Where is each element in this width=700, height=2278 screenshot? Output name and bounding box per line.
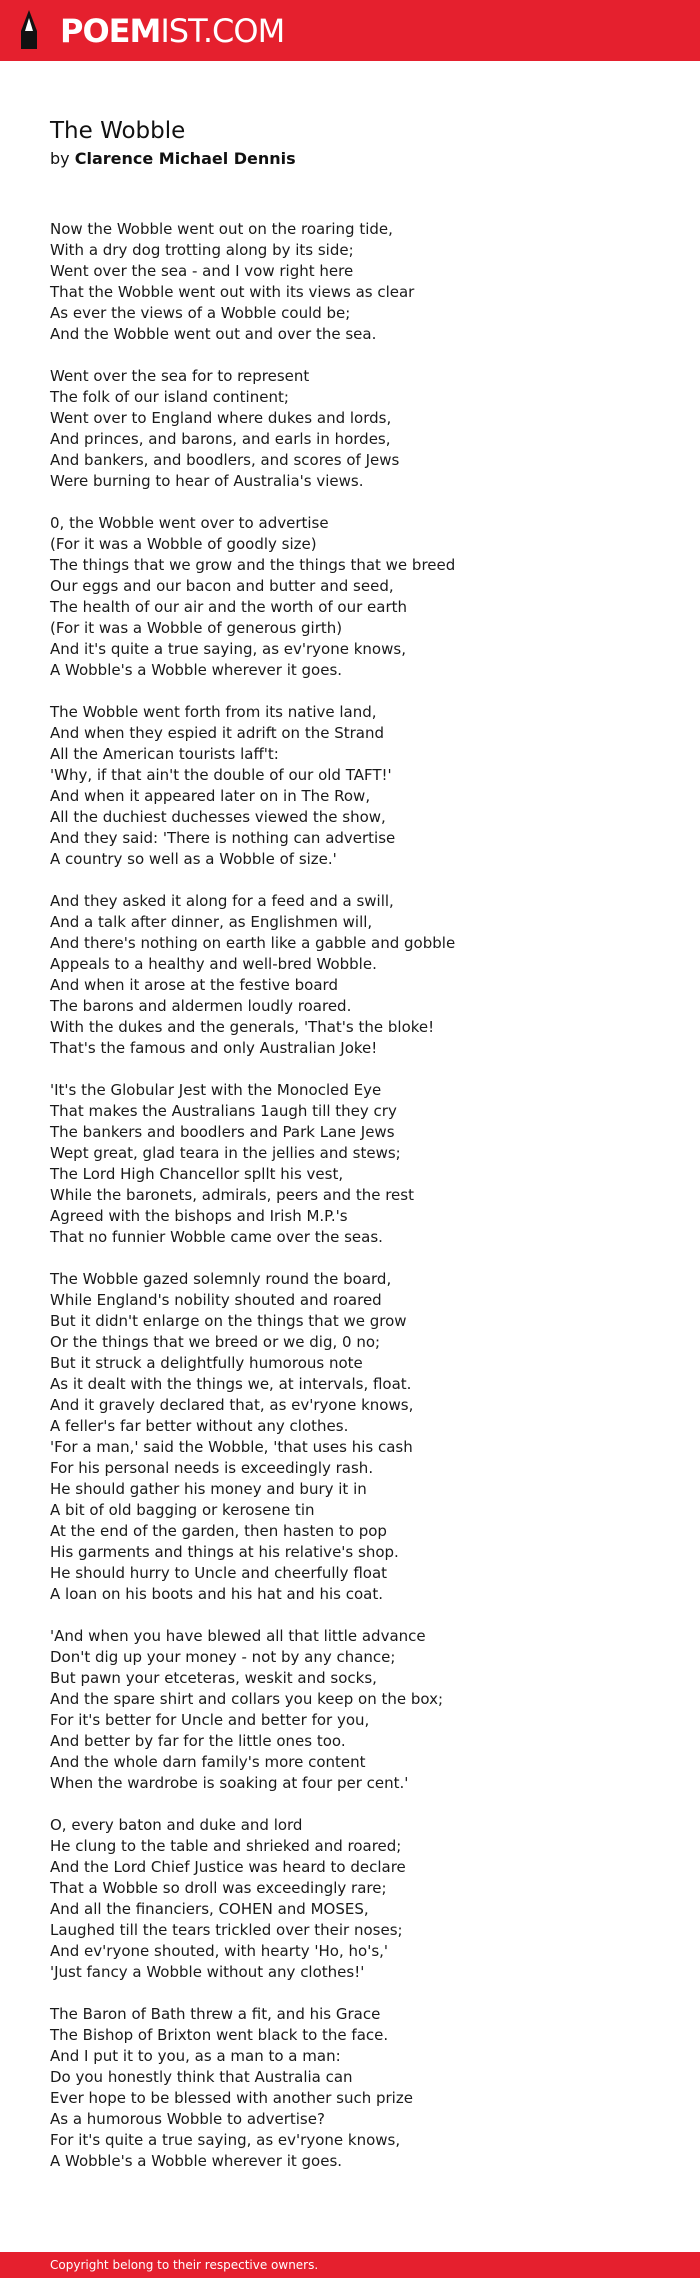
poem-line: Wept great, glad teara in the jellies and stews; [50,1144,401,1162]
poem-line: And the Wobble went out and over the sea. [50,325,377,343]
poem-line: That's the famous and only Australian Joke! [50,1039,378,1057]
poem-line: A loan on his boots and his hat and his coat. [50,1585,383,1603]
poem-line: And the Lord Chief Justice was heard to declare [50,1858,406,1876]
poem-line: The things that we grow and the things that we breed [50,556,456,574]
poem-line: And bankers, and boodlers, and scores of Jews [50,451,400,469]
poem-line: And it gravely declared that, as ev'ryone knows, [50,1396,414,1414]
stanza [50,219,670,345]
pen-nib-icon[interactable] [18,9,40,51]
poem-line: With the dukes and the generals, 'That's the bloke! [50,1018,435,1036]
poem-line: And when they espied it adrift on the Strand [50,724,385,742]
stanza [50,891,670,1059]
poem-line: His garments and things at his relative's shop. [50,1543,399,1561]
poem-line: (For it was a Wobble of goodly size) [50,535,317,553]
poem-line: While the baronets, admirals, peers and the rest [50,1186,414,1204]
poem-line: And it's quite a true saying, as ev'ryone knows, [50,640,406,658]
poem-line: For his personal needs is exceedingly rash. [50,1459,374,1477]
poem-line: With a dry dog trotting along by its side; [50,241,354,259]
poem-line: The Lord High Chancellor spllt his vest, [50,1165,344,1183]
poem-line: The health of our air and the worth of our earth [50,598,408,616]
poem-line: Ever hope to be blessed with another such prize [50,2089,413,2107]
poem-line: A country so well as a Wobble of size.' [50,850,337,868]
stanza [50,1080,670,1248]
poem-line: And all the financiers, COHEN and MOSES, [50,1900,369,1918]
poem-line: And a talk after dinner, as Englishmen will, [50,913,373,931]
poem-line: Or the things that we breed or we dig, 0 no; [50,1333,381,1351]
poem-line: He clung to the table and shrieked and roared; [50,1837,402,1855]
poem-line: The barons and aldermen loudly roared. [50,997,352,1015]
poem-line: The bankers and boodlers and Park Lane Jews [50,1123,395,1141]
logo-bold-text: POEM [60,12,161,50]
site-footer [0,2252,700,2278]
poem-line: That the Wobble went out with its views as clear [50,283,415,301]
poem-line: As ever the views of a Wobble could be; [50,304,351,322]
copyright-text: Copyright belong to their respective owners. [50,2258,319,2272]
poem-line: 'It's the Globular Jest with the Monocled Eye [50,1081,382,1099]
poem-line: Were burning to hear of Australia's views. [50,472,364,490]
poem-line: But it didn't enlarge on the things that we grow [50,1312,407,1330]
poem-line: And better by far for the little ones too. [50,1732,346,1750]
poem-line: (For it was a Wobble of generous girth) [50,619,343,637]
poem-line: The Bishop of Brixton went black to the face. [50,2026,389,2044]
poem-line: He should gather his money and bury it in [50,1480,367,1498]
poem-line: The Wobble gazed solemnly round the board, [50,1270,392,1288]
poem-line: O, every baton and duke and lord [50,1816,303,1834]
stanza [50,702,670,870]
poem-line: While England's nobility shouted and roared [50,1291,382,1309]
poem-line: And when it arose at the festive board [50,976,338,994]
poem-line: Went over the sea for to represent [50,367,310,385]
poem-line: That no funnier Wobble came over the seas. [50,1228,383,1246]
poem-line: When the wardrobe is soaking at four per cent.' [50,1774,409,1792]
byline [50,148,296,170]
by-label: by [50,149,70,168]
poem-line: And they asked it along for a feed and a swill, [50,892,394,910]
poem-line: The Baron of Bath threw a fit, and his Grace [50,2005,381,2023]
poem-line: For it's better for Uncle and better for you, [50,1711,370,1729]
poem-line: That a Wobble so droll was exceedingly rare; [50,1879,387,1897]
poem-line: And they said: 'There is nothing can advertise [50,829,396,847]
poem-line: A bit of old bagging or kerosene tin [50,1501,315,1519]
poem-line: The folk of our island continent; [50,388,289,406]
poem-line: And the spare shirt and collars you keep on the box; [50,1690,444,1708]
poem-line: 'Why, if that ain't the double of our old TAFT!' [50,766,392,784]
author-name: Clarence Michael Dennis [74,149,296,168]
poem-body [50,219,670,2193]
stanza [50,1269,670,1605]
stanza [50,2004,670,2172]
logo-light-text: IST.COM [160,12,285,50]
poem-line: 0, the Wobble went over to advertise [50,514,329,532]
poem-line: A feller's far better without any clothes. [50,1417,349,1435]
poem-line: As a humorous Wobble to advertise? [50,2110,325,2128]
poem-title: The Wobble [50,118,186,144]
poem-line: All the American tourists laff't: [50,745,279,763]
poem-line: But it struck a delightfully humorous note [50,1354,363,1372]
stanza [50,366,670,492]
poem-line: At the end of the garden, then hasten to pop [50,1522,387,1540]
poem-line: Appeals to a healthy and well-bred Wobble. [50,955,377,973]
poem-line: 'And when you have blewed all that little advance [50,1627,426,1645]
poem-line: And there's nothing on earth like a gabble and gobble [50,934,456,952]
site-logo[interactable] [60,11,284,51]
stanza [50,1815,670,1983]
poem-line: A Wobble's a Wobble wherever it goes. [50,661,343,679]
stanza [50,513,670,681]
poem-line: Went over the sea - and I vow right here [50,262,354,280]
poem-line: Now the Wobble went out on the roaring tide, [50,220,393,238]
stanza [50,1626,670,1794]
poem-line: All the duchiest duchesses viewed the show, [50,808,386,826]
poem-line: That makes the Australians 1augh till they cry [50,1102,397,1120]
poem-line: Went over to England where dukes and lords, [50,409,392,427]
poem-line: As it dealt with the things we, at intervals, float. [50,1375,412,1393]
poem-line: And princes, and barons, and earls in hordes, [50,430,391,448]
poem-line: But pawn your etceteras, weskit and socks, [50,1669,377,1687]
poem-line: He should hurry to Uncle and cheerfully float [50,1564,388,1582]
poem-line: 'Just fancy a Wobble without any clothes!' [50,1963,365,1981]
poem-line: For it's quite a true saying, as ev'ryone knows, [50,2131,401,2149]
poem-line: Laughed till the tears trickled over their noses; [50,1921,403,1939]
site-header [0,0,700,61]
poem-line: And ev'ryone shouted, with hearty 'Ho, ho's,' [50,1942,389,1960]
poem-line: And when it appeared later on in The Row, [50,787,371,805]
poem-line: The Wobble went forth from its native land, [50,703,377,721]
poem-line: 'For a man,' said the Wobble, 'that uses his cash [50,1438,413,1456]
poem-line: Don't dig up your money - not by any chance; [50,1648,396,1666]
poem-line: Our eggs and our bacon and butter and seed, [50,577,394,595]
poem-line: Do you honestly think that Australia can [50,2068,353,2086]
poem-line: A Wobble's a Wobble wherever it goes. [50,2152,343,2170]
poem-line: And I put it to you, as a man to a man: [50,2047,341,2065]
poem-line: And the whole darn family's more content [50,1753,366,1771]
poem-line: Agreed with the bishops and Irish M.P.'s [50,1207,348,1225]
